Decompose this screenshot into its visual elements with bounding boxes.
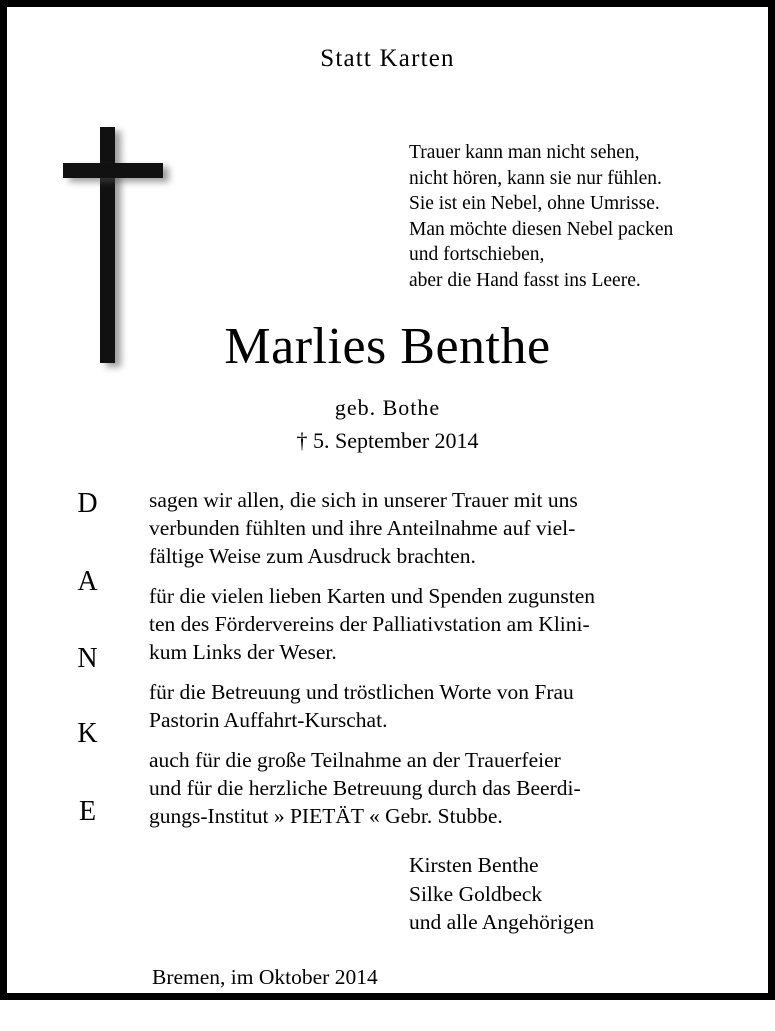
thanks-line: sagen wir allen, die sich in unserer Trauer mit uns — [149, 488, 578, 512]
danke-letter: E — [78, 796, 98, 827]
thanks-line: ten des Fördervereins der Palliativstation am Klini- — [149, 612, 590, 636]
thanks-paragraphs — [149, 486, 741, 842]
thanks-paragraph — [149, 486, 741, 570]
poem-line: nicht hören, kann sie nur fühlen. — [409, 167, 662, 189]
page-title: Statt Karten — [320, 45, 455, 72]
thanks-line: für die Betreuung und tröstlichen Worte von Frau — [149, 680, 574, 704]
deceased-name: Marlies Benthe — [224, 318, 551, 375]
thanks-paragraph — [149, 678, 741, 734]
poem-line: Sie ist ein Nebel, ohne Umrisse. — [409, 193, 660, 215]
deceased-maiden-name: geb. Bothe — [334, 395, 441, 420]
thanks-line: und für die herzliche Betreuung durch das Beerdi- — [149, 776, 581, 800]
danke-letter: N — [77, 643, 99, 674]
poem-line: aber die Hand fasst ins Leere. — [409, 269, 641, 291]
thanks-line: verbunden fühlten und ihre Anteilnahme auf viel- — [149, 516, 576, 540]
poem-line: Man möchte diesen Nebel packen — [409, 218, 674, 240]
danke-letter: A — [77, 566, 99, 597]
thanks-line: Pastorin Auffahrt-Kurschat. — [149, 708, 388, 732]
danke-acrostic — [65, 488, 111, 828]
danke-letter: D — [77, 488, 99, 519]
signature-name: und alle Angehörigen — [409, 910, 595, 934]
thanks-paragraph — [149, 746, 741, 830]
place-and-date: Bremen, im Oktober 2014 — [152, 965, 378, 989]
thanks-line: auch für die große Teilnahme an der Trauerfeier — [149, 748, 561, 772]
signature-name: Silke Goldbeck — [409, 881, 543, 906]
thanks-paragraph — [149, 582, 741, 666]
thanks-line: kum Links der Weser. — [149, 640, 337, 664]
cross-horizontal-bar — [63, 163, 163, 178]
deceased-death-date: † 5. September 2014 — [296, 428, 479, 453]
poem-line: und fortschieben, — [409, 244, 545, 266]
signature-block — [409, 851, 759, 937]
poem-block — [409, 140, 759, 294]
signature-name: Kirsten Benthe — [409, 853, 539, 877]
poem-line: Trauer kann man nicht sehen, — [409, 142, 640, 163]
danke-letter: K — [77, 718, 99, 749]
obituary-inner — [7, 45, 768, 1031]
thanks-line: fältige Weise zum Ausdruck brachten. — [149, 544, 476, 568]
thanks-line: für die vielen lieben Karten und Spenden zugunsten — [149, 584, 595, 608]
thanks-line: gungs-Institut » PIETÄT « Gebr. Stubbe. — [149, 804, 503, 828]
